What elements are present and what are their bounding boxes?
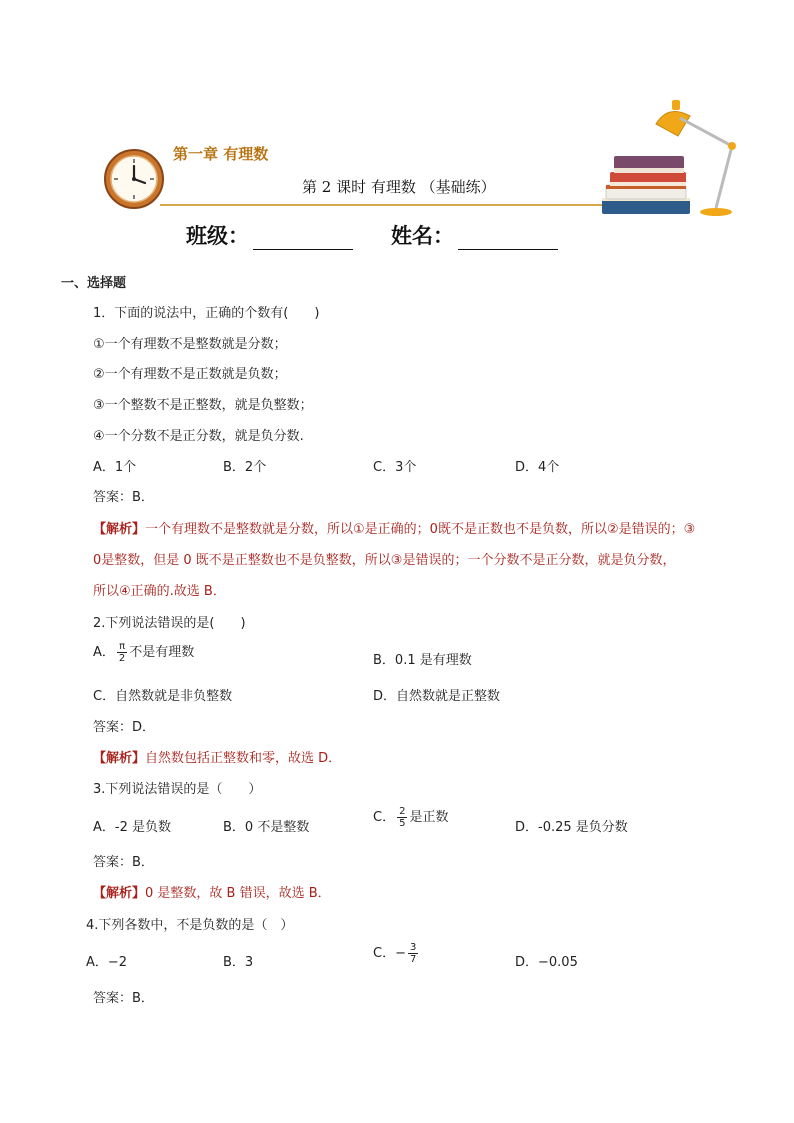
q1-analysis-line-3: 所以④正确的.故选 B． <box>93 584 226 599</box>
analysis-tag: 【解析】 <box>93 522 146 537</box>
lamp-icon <box>650 96 742 220</box>
fraction-denominator: 7 <box>409 954 417 965</box>
option-letter: C．− <box>373 946 406 961</box>
fraction-numerator: 2 <box>399 806 406 817</box>
q4-option-d[interactable]: D．−0.05 <box>515 955 578 970</box>
class-field[interactable] <box>253 228 353 250</box>
lesson-title: 第 2 课时 有理数 （基础练） <box>302 178 496 196</box>
q1-stem: 1．下面的说法中，正确的个数有( ) <box>93 306 320 321</box>
q1-analysis-line-2: 0是整数，但是 0 既不是正整数也不是负整数，所以③是错误的；一个分数不是正分数，就是负分数， <box>93 553 676 568</box>
q1-option-a[interactable]: A．1个 <box>93 460 137 475</box>
q3-stem: 3.下列说法错误的是（ ） <box>93 782 262 797</box>
q4-stem: 4.下列各数中，不是负数的是（ ） <box>86 918 294 933</box>
analysis-tag: 【解析】 <box>93 751 146 766</box>
page-header <box>0 0 794 260</box>
q2-answer: 答案：D． <box>93 720 156 735</box>
q2-stem: 2.下列说法错误的是( ) <box>93 616 246 631</box>
q2-analysis <box>93 747 341 766</box>
fraction-numerator: 3 <box>409 942 417 953</box>
option-letter: A． <box>93 645 115 660</box>
analysis-text: 自然数包括正整数和零，故选 D． <box>145 751 342 766</box>
fraction-numerator: π <box>119 641 126 652</box>
student-info-row <box>186 220 558 250</box>
q3-option-b[interactable]: B．0 不是整数 <box>223 820 310 835</box>
fraction <box>117 641 127 664</box>
name-label: 姓名： <box>391 223 454 248</box>
q3-option-c[interactable] <box>373 806 448 829</box>
q2-option-a[interactable] <box>93 641 194 664</box>
q3-analysis <box>93 882 331 901</box>
q1-option-b[interactable]: B．2个 <box>223 460 267 475</box>
analysis-text: 0 是整数，故 B 错误，故选 B． <box>145 886 331 901</box>
q3-option-a[interactable]: A．-2 是负数 <box>93 820 171 835</box>
chapter-title: 第一章 有理数 <box>173 145 269 163</box>
q1-statement-1: ①一个有理数不是整数就是分数； <box>93 337 287 352</box>
q2-option-b[interactable]: B．0.1 是有理数 <box>373 653 472 668</box>
option-text: 是正数 <box>409 810 449 825</box>
q1-statement-4: ④一个分数不是正分数，就是负分数. <box>93 429 304 444</box>
header-rule <box>160 204 610 206</box>
q2-option-c[interactable]: C．自然数就是非负整数 <box>93 689 233 704</box>
q4-option-a[interactable]: A．−2 <box>86 955 128 970</box>
option-text: 不是有理数 <box>129 645 195 660</box>
q3-answer: 答案：B． <box>93 855 154 870</box>
q2-option-d[interactable]: D．自然数就是正整数 <box>373 689 501 704</box>
analysis-text: 一个有理数不是整数就是分数，所以①是正确的；0既不是正数也不是负数，所以②是错误的；③ <box>145 522 696 537</box>
section-title: 一、选择题 <box>61 276 127 291</box>
q1-option-d[interactable]: D．4个 <box>515 460 560 475</box>
q4-answer: 答案：B． <box>93 991 154 1006</box>
option-letter: C． <box>373 810 396 825</box>
name-field[interactable] <box>458 228 558 250</box>
fraction <box>408 942 418 965</box>
q1-analysis-line-1 <box>93 518 695 537</box>
clock-icon <box>103 148 165 210</box>
class-label: 班级： <box>186 223 249 248</box>
q4-option-b[interactable]: B．3 <box>223 955 254 970</box>
q1-option-c[interactable]: C．3个 <box>373 460 417 475</box>
q1-statement-3: ③一个整数不是正整数，就是负整数； <box>93 398 313 413</box>
q3-option-d[interactable]: D．-0.25 是负分数 <box>515 820 628 835</box>
fraction-denominator: 2 <box>118 653 126 664</box>
q1-answer: 答案：B． <box>93 490 154 505</box>
analysis-tag: 【解析】 <box>93 886 146 901</box>
q1-statement-2: ②一个有理数不是正数就是负数； <box>93 367 287 382</box>
q4-option-c[interactable] <box>373 942 420 965</box>
fraction <box>397 806 407 829</box>
fraction-denominator: 5 <box>399 818 406 829</box>
